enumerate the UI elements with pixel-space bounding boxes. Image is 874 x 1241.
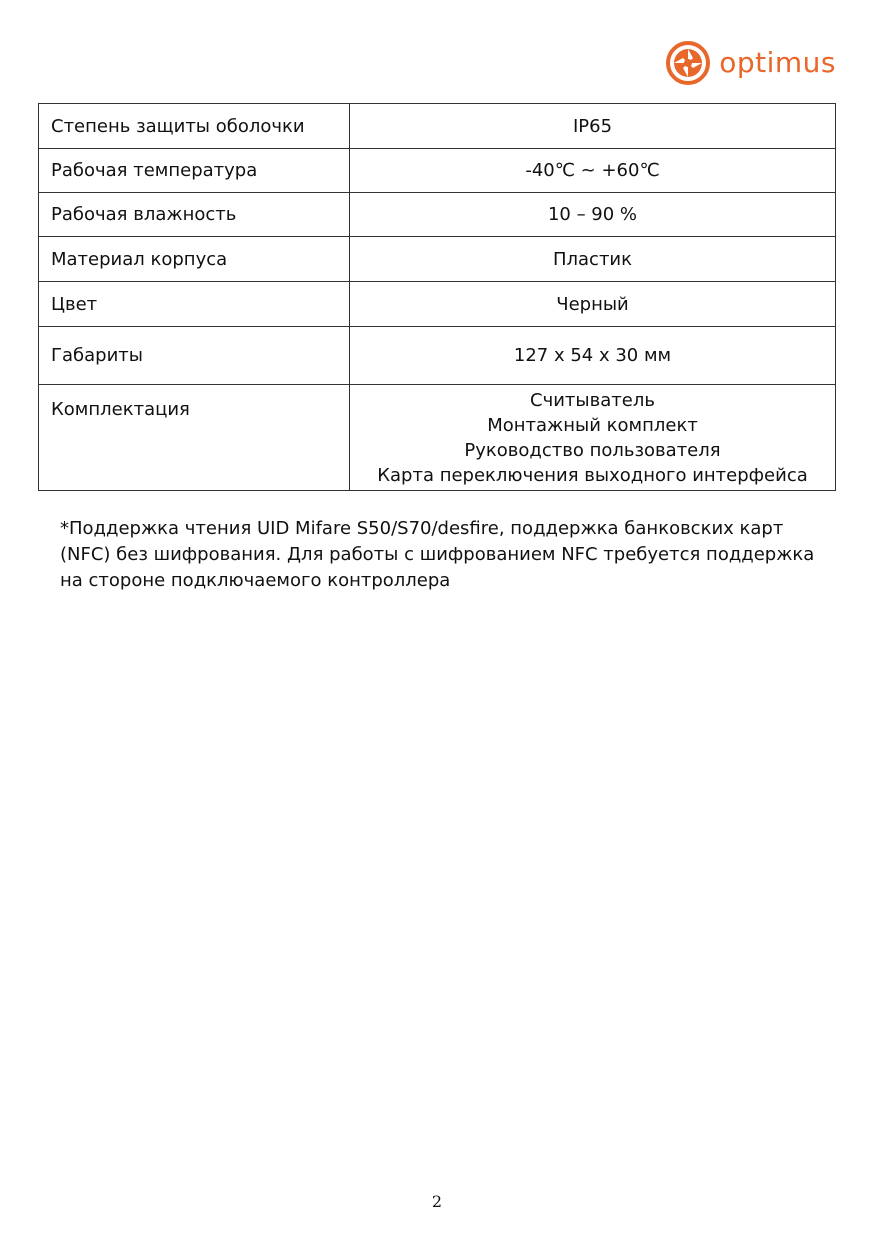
- package-item: Считыватель: [530, 389, 655, 411]
- spec-value: 127 x 54 x 30 мм: [350, 327, 836, 385]
- spec-value: Черный: [350, 282, 836, 327]
- package-contents: [350, 385, 836, 491]
- spec-label: Материал корпуса: [39, 237, 350, 282]
- specs-table: [38, 103, 836, 491]
- table-row: [39, 149, 836, 193]
- spec-value: IP65: [350, 104, 836, 149]
- table-row: [39, 327, 836, 385]
- spec-value: Пластик: [350, 237, 836, 282]
- package-item: Монтажный комплект: [487, 414, 698, 436]
- spec-label: Степень защиты оболочки: [39, 104, 350, 149]
- spec-label: Рабочая влажность: [39, 193, 350, 237]
- spec-value: 10 – 90 %: [350, 193, 836, 237]
- spec-label: Комплектация: [39, 385, 350, 491]
- package-item: Карта переключения выходного интерфейса: [377, 464, 808, 486]
- table-row: [39, 385, 836, 491]
- package-item: Руководство пользователя: [464, 439, 721, 461]
- table-row: [39, 193, 836, 237]
- spec-label: Цвет: [39, 282, 350, 327]
- spec-value: -40℃ ~ +60℃: [350, 149, 836, 193]
- footnote: *Поддержка чтения UID Mifare S50/S70/desfire, поддержка банковских карт (NFC) без шифрования. Для работы с шифрованием NFC требуется поддержка на стороне подключаемого контроллера: [60, 518, 815, 591]
- brand-name: optimus: [719, 46, 836, 79]
- brand-logo: [665, 40, 836, 86]
- table-row: [39, 104, 836, 149]
- table-row: [39, 282, 836, 327]
- spec-label: Рабочая температура: [39, 149, 350, 193]
- spec-label: Габариты: [39, 327, 350, 385]
- table-row: [39, 237, 836, 282]
- page-number: 2: [431, 1192, 443, 1211]
- optimus-shutter-icon: [665, 40, 711, 86]
